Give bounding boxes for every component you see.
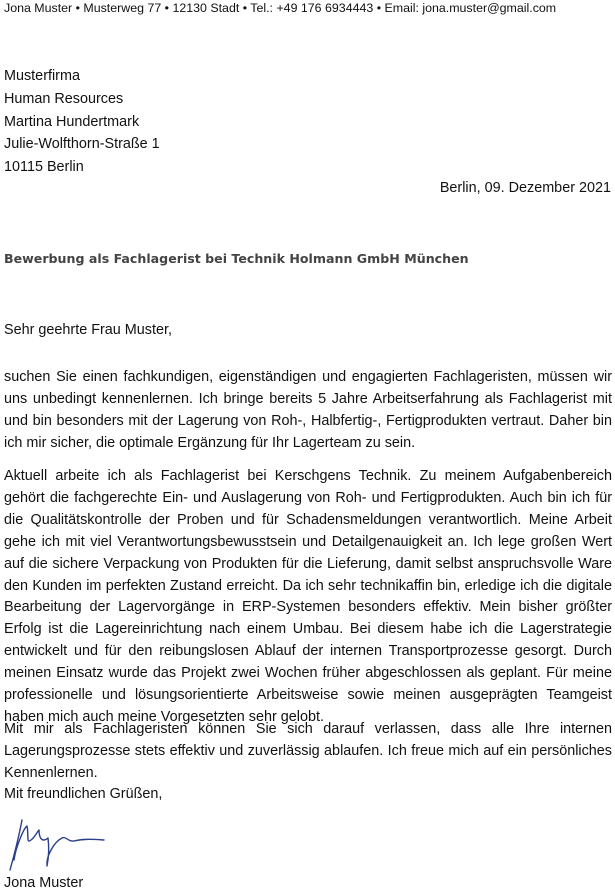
signature-stroke-main	[10, 820, 104, 870]
sender-header-line: Jona Muster • Musterweg 77 • 12130 Stadt • Tel.: +49 176 6934443 • Email: jona.muster@gmail.com	[4, 1, 557, 15]
closing-phrase: Mit freundlichen Grüßen,	[4, 786, 163, 802]
body-paragraph-2: Aktuell arbeite ich als Fachlagerist bei Kerschgens Technik. Zu meinem Aufgabenbereich gehört die fachgerechte Ein- und Auslagerung von Roh- und Fertigprodukten. Auch bin ich für die Qualitätskontrolle der Proben und für Schadensmeldungen verantwortlich. Meine Arbeit gehe ich mit viel Verantwortungsbewusstsein und Detailgenauigkeit an. Ich lege großen Wert auf die sichere Verpackung von Produkten für die Lieferung, damit selbst anspruchsvolle Ware den Kunden im perfekten Zustand erreicht. Da ich sehr technikaffin bin, erledige ich die digitale Bearbeitung der Lagervorgänge in ERP-Systemen besonders effektiv. Mein bisher größter Erfolg ist die Lagereinrichtung nach einem Umbau. Bei diesem habe ich die Lagerstrategie entwickelt und für den reibungslosen Ablauf der internen Transportprozesse gesorgt. Durch meinen Einsatz wurde das Projekt zwei Wochen früher abgeschlossen als geplant. Für meine professionelle und lösungsorientierte Arbeitsweise sowie meinen ausgeprägten Teamgeist haben mich auch meine Vorgesetzten sehr gelobt.	[4, 468, 612, 725]
recipient-company: Musterfirma	[4, 68, 80, 84]
letter-date: Berlin, 09. Dezember 2021	[439, 180, 611, 196]
body-paragraph-1: suchen Sie einen fachkundigen, eigenständigen und engagierten Fachlageristen, müssen wir uns unbedingt kennenlernen. Ich bringe bereits 5 Jahre Arbeitserfahrung als Fachlagerist mit und bin besonders mit der Lagerung von Roh-, Halbfertig-, Fertigprodukten vertraut. Daher bin ich mir sicher, die optimale Ergänzung für Ihr Lagerteam zu sein.	[4, 369, 612, 451]
recipient-address	[4, 65, 160, 179]
recipient-street: Julie-Wolfthorn-Straße 1	[4, 136, 160, 153]
signature-name: Jona Muster	[4, 875, 84, 891]
handwritten-signature	[2, 816, 122, 874]
recipient-city: 10115 Berlin	[4, 159, 84, 176]
letter-subject: Bewerbung als Fachlagerist bei Technik Holmann GmbH München	[4, 251, 469, 266]
body-paragraph-3: Mit mir als Fachlageristen können Sie sich darauf verlassen, dass alle Ihre internen Lagerungsprozesse stets effektiv und zuverlässig ablaufen. Ich freue mich auf ein persönliches Kennenlernen.	[4, 721, 612, 781]
salutation: Sehr geehrte Frau Muster,	[4, 322, 172, 338]
recipient-contact: Martina Hundertmark	[4, 113, 140, 130]
recipient-department: Human Resources	[4, 90, 124, 107]
